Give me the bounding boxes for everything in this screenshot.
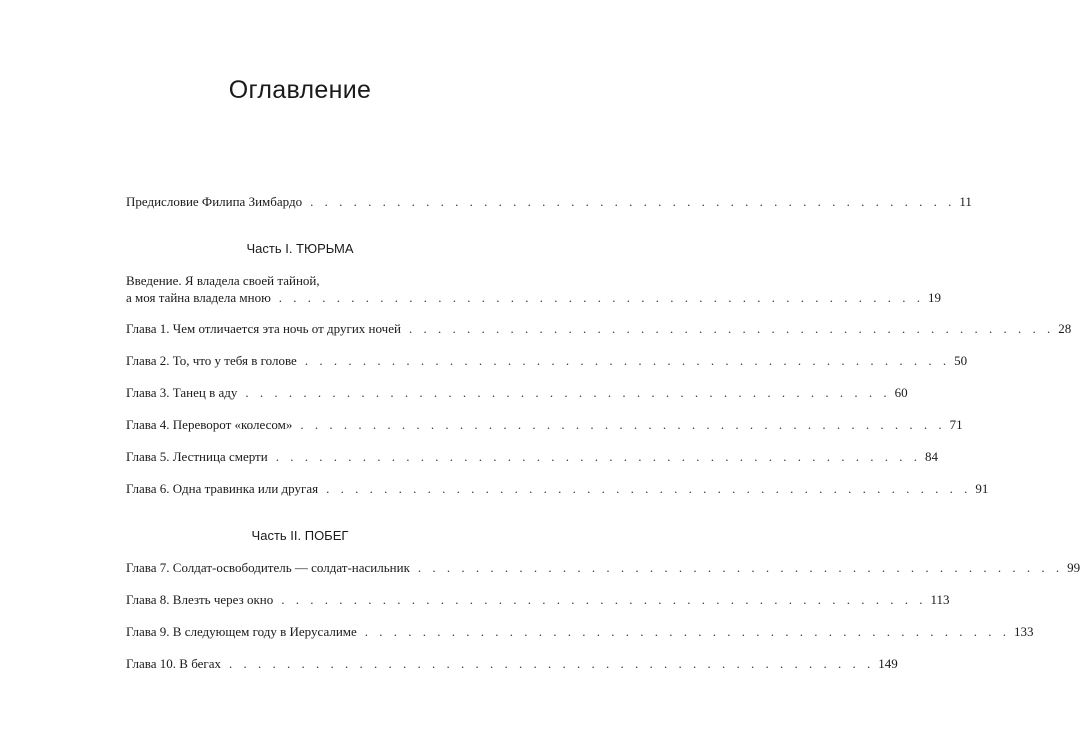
toc-entry-page: 91: [975, 481, 989, 496]
toc-entry-title: Глава 5. Лестница смерти: [126, 449, 268, 464]
toc-entry-title: Глава 7. Солдат-освободитель — солдат-насильник: [126, 560, 410, 575]
toc-leader-dots: . . . . . . . . . . . . . . . . . . . . . . . . . . . . . . . . . . . . . . . . . . . . .: [275, 449, 921, 464]
toc-leader-dots: . . . . . . . . . . . . . . . . . . . . . . . . . . . . . . . . . . . . . . . . . . . . .: [417, 560, 1064, 575]
toc-entry-page: 50: [954, 353, 968, 368]
toc-entry-title: Предисловие Филипа Зимбардо: [126, 194, 303, 209]
toc-leader-dots: . . . . . . . . . . . . . . . . . . . . . . . . . . . . . . . . . . . . . . . . . . . . .: [304, 353, 951, 368]
part-heading-2: Часть II. ПОБЕГ: [251, 528, 349, 543]
toc-entry-title: а моя тайна владела мною: [126, 290, 271, 305]
toc-entry-page: 133: [1014, 624, 1034, 639]
toc-entry-chapter-10[interactable]: [126, 656, 898, 672]
toc-entry-title: Глава 1. Чем отличается эта ночь от других ночей: [126, 321, 401, 336]
toc-leader-dots: . . . . . . . . . . . . . . . . . . . . . . . . . . . . . . . . . . . . . . . . . . . . .: [408, 321, 1055, 336]
toc-entry-title: Глава 9. В следующем году в Иерусалиме: [126, 624, 357, 639]
toc-entry-intro-line1[interactable]: Введение. Я владела своей тайной,: [126, 273, 320, 288]
toc-entry-chapter-7[interactable]: [126, 560, 1080, 576]
toc-entry-page: 149: [878, 656, 898, 671]
toc-leader-dots: . . . . . . . . . . . . . . . . . . . . . . . . . . . . . . . . . . . . . . . . . . . . .: [300, 417, 946, 432]
toc-entry-page: 84: [924, 449, 938, 464]
page-title: Оглавление: [228, 76, 372, 104]
toc-entry-page: 11: [959, 194, 972, 209]
toc-entry-chapter-1[interactable]: [126, 321, 1072, 337]
toc-entry-chapter-5[interactable]: [126, 449, 938, 465]
toc-leader-dots: . . . . . . . . . . . . . . . . . . . . . . . . . . . . . . . . . . . . . . . . . . . . .: [281, 592, 927, 607]
toc-entry-page: 71: [949, 417, 963, 432]
toc-entry-title: Глава 6. Одна травинка или другая: [126, 481, 319, 496]
toc-entry-page: 113: [930, 592, 950, 607]
part-heading-1: Часть I. ТЮРЬМА: [246, 241, 354, 256]
toc-entry-chapter-3[interactable]: [126, 385, 908, 401]
toc-entry-chapter-9[interactable]: [126, 624, 1034, 640]
toc-leader-dots: . . . . . . . . . . . . . . . . . . . . . . . . . . . . . . . . . . . . . . . . . . . . .: [310, 194, 956, 209]
toc-entry-title: Глава 4. Переворот «колесом»: [126, 417, 293, 432]
toc-entry-page: 60: [894, 385, 908, 400]
toc-entry-chapter-6[interactable]: [126, 481, 989, 497]
toc-entry-chapter-8[interactable]: [126, 592, 950, 608]
toc-entry-chapter-4[interactable]: [126, 417, 963, 433]
toc-entry-title: Глава 8. Влезть через окно: [126, 592, 274, 607]
toc-entry-page: 28: [1058, 321, 1072, 336]
toc-entry-page: 19: [928, 290, 942, 305]
toc-leader-dots: . . . . . . . . . . . . . . . . . . . . . . . . . . . . . . . . . . . . . . . . . . . . .: [245, 385, 891, 400]
toc-entry-preface[interactable]: [126, 194, 972, 210]
toc-leader-dots: . . . . . . . . . . . . . . . . . . . . . . . . . . . . . . . . . . . . . . . . . . . . .: [229, 656, 875, 671]
toc-entry-title: Глава 10. В бегах: [126, 656, 222, 671]
toc-leader-dots: . . . . . . . . . . . . . . . . . . . . . . . . . . . . . . . . . . . . . . . . . . . . .: [326, 481, 972, 496]
toc-leader-dots: . . . . . . . . . . . . . . . . . . . . . . . . . . . . . . . . . . . . . . . . . . . . .: [278, 290, 925, 305]
toc-entry-chapter-2[interactable]: [126, 353, 968, 369]
toc-entry-title: Глава 2. То, что у тебя в голове: [126, 353, 297, 368]
toc-leader-dots: . . . . . . . . . . . . . . . . . . . . . . . . . . . . . . . . . . . . . . . . . . . . .: [364, 624, 1011, 639]
toc-entry-intro[interactable]: [126, 290, 942, 306]
toc-entry-page: 99: [1067, 560, 1080, 575]
toc-entry-title: Глава 3. Танец в аду: [126, 385, 238, 400]
